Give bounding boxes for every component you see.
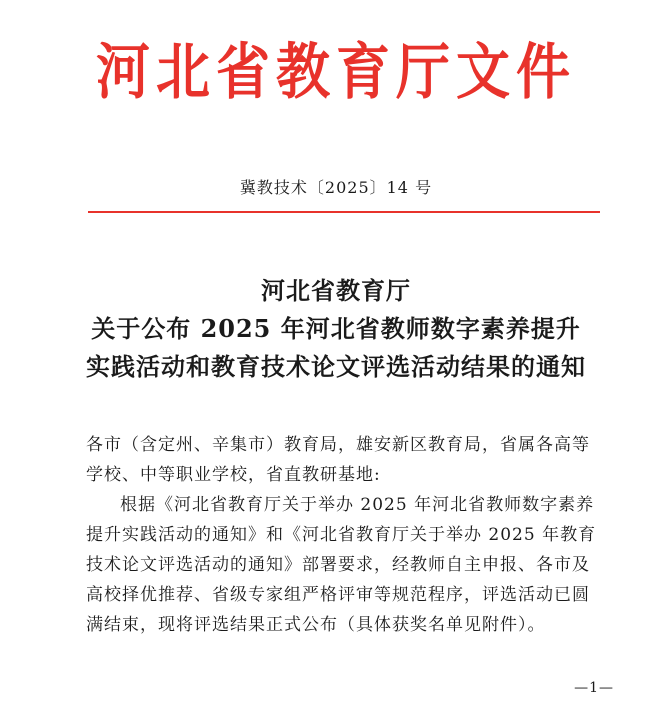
masthead-title: 河北省教育厅文件 (96, 36, 576, 108)
red-divider-line (88, 211, 600, 213)
body-line-5: 技术论文评选活动的通知》部署要求，经教师自主申报、各市及 (86, 555, 590, 575)
body-line-1: 各市（含定州、辛集市）教育局，雄安新区教育局，省属各高等 (86, 435, 590, 455)
body-line-6: 高校择优推荐、省级专家组严格评审等规范程序，评选活动已圆 (86, 585, 590, 605)
body-line-3: 根据《河北省教育厅关于举办 2025 年河北省教师数字素养 (120, 495, 595, 515)
body-line-7: 满结束，现将评选结果正式公布（具体获奖名单见附件）。 (86, 615, 546, 635)
body-line-4: 提升实践活动的通知》和《河北省教育厅关于举办 2025 年教育 (86, 525, 597, 545)
notice-title (0, 272, 672, 386)
title-line-1: 河北省教育厅 (261, 276, 411, 305)
notice-body (86, 430, 614, 640)
title-line-2: 关于公布 2025 年河北省教师数字素养提升 (91, 314, 581, 343)
title-line-3: 实践活动和教育技术论文评选活动结果的通知 (86, 352, 586, 381)
document-number: 冀教技术〔2025〕14 号 (239, 178, 433, 197)
body-line-2: 学校、中等职业学校，省直教研基地: (86, 465, 381, 485)
page-number: —1— (574, 680, 614, 696)
